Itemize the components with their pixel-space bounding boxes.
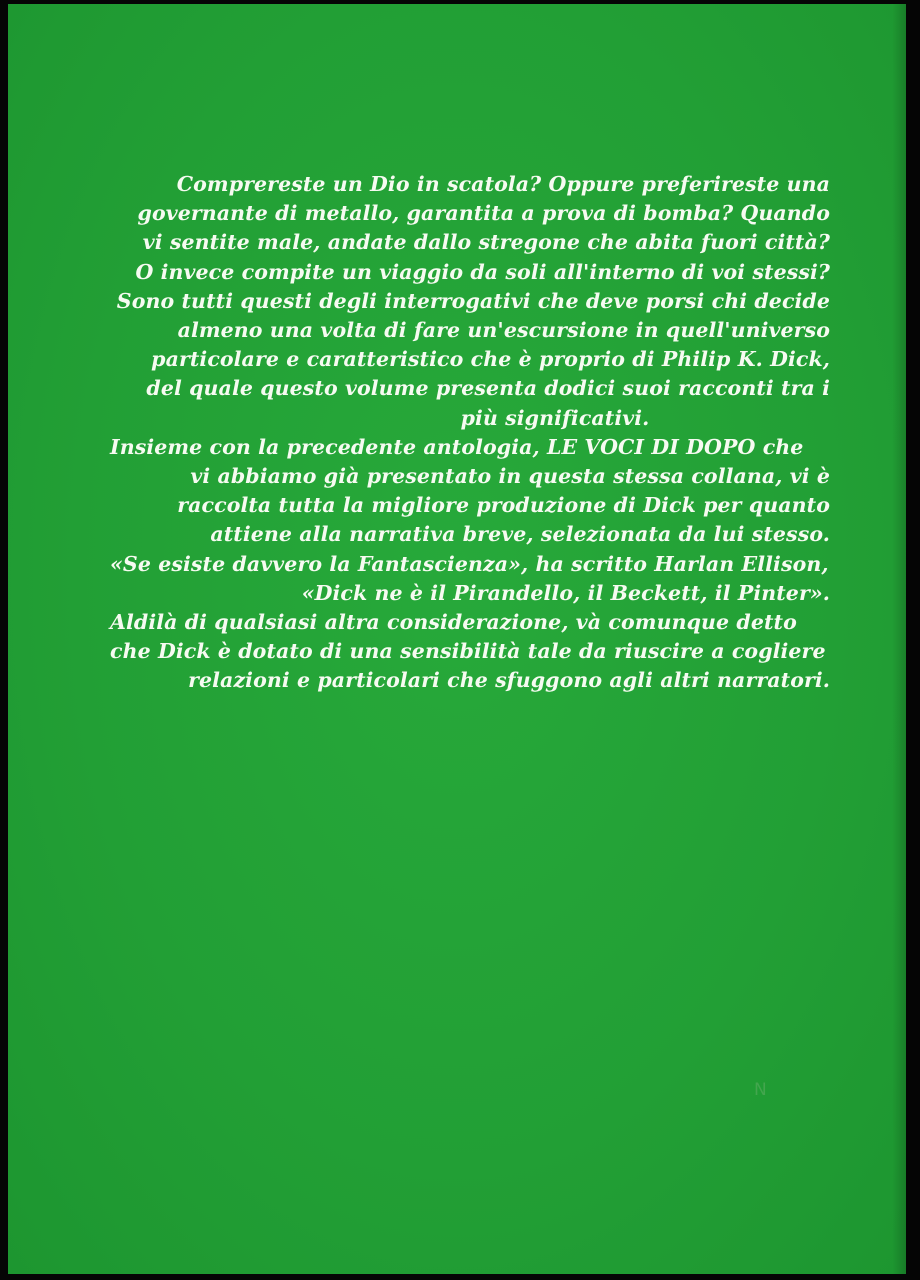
blurb-line: attiene alla narrativa breve, selezionata da lui stesso.: [210, 522, 830, 547]
corner-mark: N: [754, 1080, 767, 1100]
blurb-line: «Se esiste davvero la Fantascienza», ha scritto Harlan Ellison,: [110, 551, 829, 576]
blurb-line: Aldilà di qualsiasi altra considerazione, và comunque detto: [110, 610, 797, 635]
blurb-line: relazioni e particolari che sfuggono agli altri narratori.: [188, 668, 830, 693]
blurb-line: «Dick ne è il Pirandello, il Beckett, il Pinter».: [301, 580, 830, 605]
blurb-line: almeno una volta di fare un'escursione in quell'universo: [177, 318, 830, 343]
blurb-line: Sono tutti questi degli interrogativi che deve porsi chi decide: [116, 288, 830, 313]
blurb-line: Comprereste un Dio in scatola? Oppure preferireste una: [176, 172, 830, 196]
blurb-line: che Dick è dotato di una sensibilità tale da riuscire a cogliere: [110, 639, 826, 664]
blurb-line: del quale questo volume presenta dodici suoi racconti tra i: [146, 376, 830, 401]
cover-blurb-text: [110, 170, 830, 696]
blurb-line: governante di metallo, garantita a prova di bomba? Quando: [137, 201, 830, 226]
blurb-line: O invece compite un viaggio da soli all'interno di voi stessi?: [135, 259, 830, 284]
cover-spine-shadow: [892, 4, 906, 1274]
blurb-line: più significativi.: [460, 405, 650, 430]
blurb-line: vi abbiamo già presentato in questa stessa collana, vi è: [190, 464, 830, 489]
blurb-line: vi sentite male, andate dallo stregone che abita fuori città?: [142, 230, 830, 255]
blurb-line: particolare e caratteristico che è proprio di Philip K. Dick,: [151, 347, 830, 372]
blurb-line: raccolta tutta la migliore produzione di Dick per quanto: [177, 493, 830, 518]
blurb-line: Insieme con la precedente antologia, LE VOCI DI DOPO che: [110, 434, 804, 459]
